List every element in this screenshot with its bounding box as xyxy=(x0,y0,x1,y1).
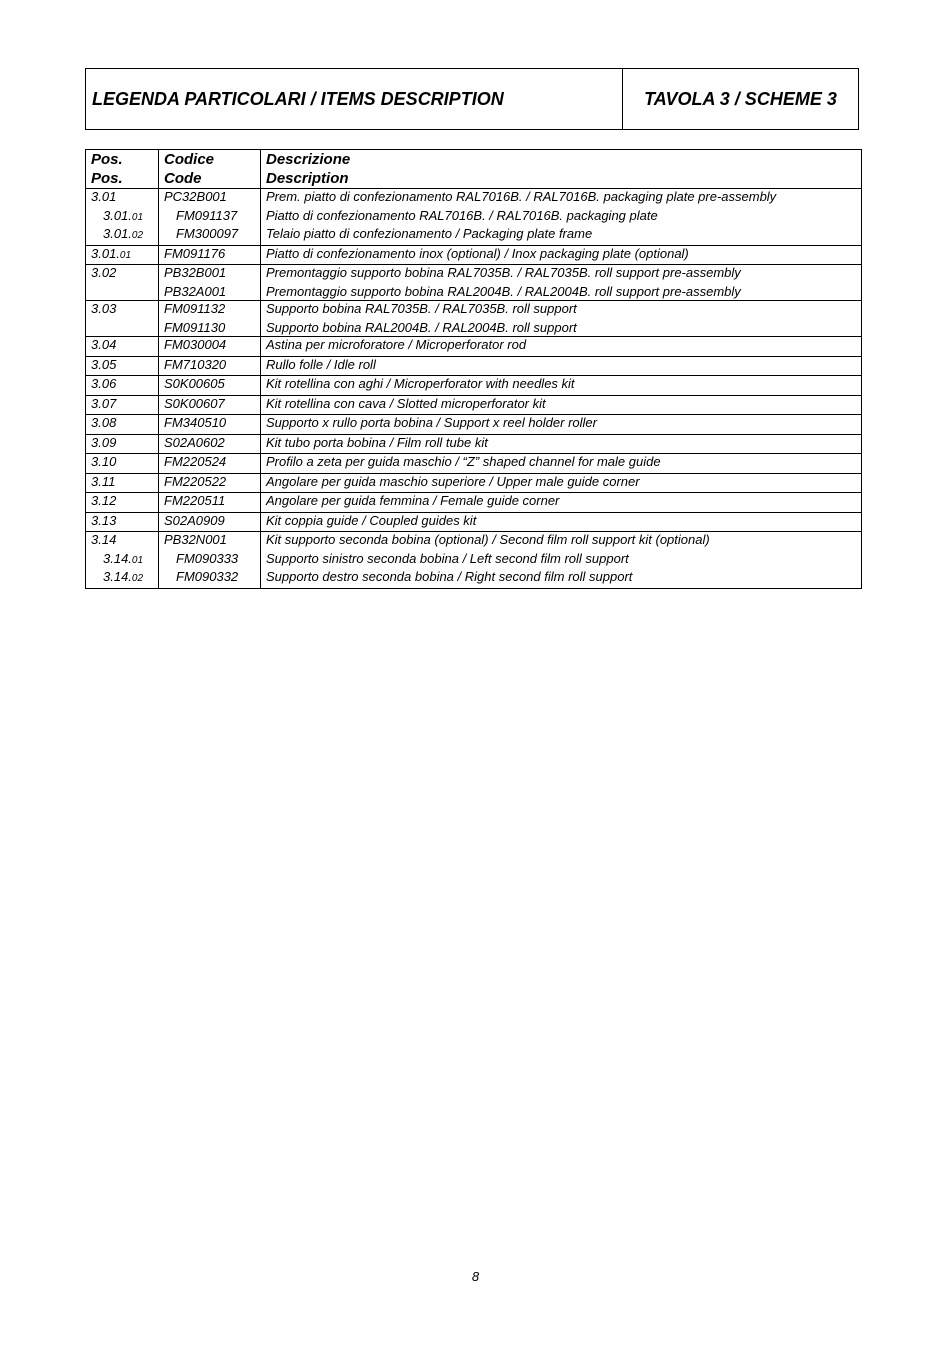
cell-description: Kit rotellina con aghi / Microperforator with needles kit xyxy=(261,376,862,396)
pos-sub-value: 02 xyxy=(131,230,144,241)
pos-value: 3.08 xyxy=(91,415,117,430)
cell-pos xyxy=(86,569,159,588)
code-header-it: Codice xyxy=(164,151,215,168)
items-table xyxy=(85,149,862,589)
document-title: LEGENDA PARTICOLARI / ITEMS DESCRIPTION xyxy=(86,69,623,129)
cell-code: FM090333 xyxy=(159,551,261,570)
cell-pos xyxy=(86,493,159,513)
table-row xyxy=(86,301,862,320)
desc-header-en: Description xyxy=(266,170,349,187)
table-row xyxy=(86,284,862,301)
cell-description: Kit coppia guide / Coupled guides kit xyxy=(261,512,862,532)
cell-code: FM710320 xyxy=(159,356,261,376)
table-row xyxy=(86,395,862,415)
cell-code: S0K00607 xyxy=(159,395,261,415)
cell-code: S02A0909 xyxy=(159,512,261,532)
pos-value: 3.14. xyxy=(103,569,132,584)
pos-value: 3.02 xyxy=(91,265,117,280)
cell-description: Supporto destro seconda bobina / Right second film roll support xyxy=(261,569,862,588)
cell-description: Piatto di confezionamento RAL7016B. / RAL7016B. packaging plate xyxy=(261,208,862,227)
desc-header-it: Descrizione xyxy=(266,151,351,168)
pos-value: 3.07 xyxy=(91,395,117,411)
pos-sub-value: 01 xyxy=(131,211,144,223)
cell-pos xyxy=(86,245,159,265)
pos-value: 3.04 xyxy=(91,337,117,352)
pos-value: 3.01. xyxy=(91,245,120,261)
table-row xyxy=(86,376,862,396)
pos-value: 3.06 xyxy=(91,376,117,391)
column-header-pos xyxy=(86,150,159,189)
column-header-code xyxy=(159,150,261,189)
items-body xyxy=(86,189,862,589)
table-row xyxy=(86,265,862,284)
cell-code: FM220524 xyxy=(159,454,261,474)
cell-description: Supporto bobina RAL2004B. / RAL2004B. roll support xyxy=(261,320,862,337)
table-row xyxy=(86,569,862,588)
table-row xyxy=(86,493,862,513)
cell-code: FM220522 xyxy=(159,473,261,493)
pos-value: 3.03 xyxy=(91,301,117,316)
cell-description: Kit supporto seconda bobina (optional) / Second film roll support kit (optional) xyxy=(261,532,862,551)
table-row xyxy=(86,208,862,227)
cell-code: PB32A001 xyxy=(159,284,261,301)
cell-pos xyxy=(86,532,159,551)
pos-value: 3.01. xyxy=(103,226,132,241)
cell-description: Profilo a zeta per guida maschio / “Z” shaped channel for male guide xyxy=(261,454,862,474)
table-row xyxy=(86,473,862,493)
table-row xyxy=(86,532,862,551)
cell-description: Supporto x rullo porta bobina / Support x reel holder roller xyxy=(261,415,862,435)
table-row xyxy=(86,337,862,357)
cell-pos xyxy=(86,301,159,320)
pos-value: 3.14. xyxy=(103,550,132,566)
cell-pos xyxy=(86,454,159,474)
pos-value: 3.05 xyxy=(91,356,117,372)
cell-pos xyxy=(86,551,159,570)
table-header-row xyxy=(86,150,862,189)
code-header-en: Code xyxy=(164,170,202,187)
cell-description: Rullo folle / Idle roll xyxy=(261,356,862,376)
table-row xyxy=(86,189,862,208)
scheme-label: TAVOLA 3 / SCHEME 3 xyxy=(644,88,837,109)
pos-value: 3.11 xyxy=(91,473,116,489)
cell-pos xyxy=(86,415,159,435)
cell-pos xyxy=(86,434,159,454)
cell-pos xyxy=(86,320,159,337)
table-row xyxy=(86,434,862,454)
cell-description: Telaio piatto di confezionamento / Packaging plate frame xyxy=(261,226,862,245)
cell-description: Premontaggio supporto bobina RAL2004B. / RAL2004B. roll support pre-assembly xyxy=(261,284,862,301)
cell-pos xyxy=(86,265,159,284)
cell-description: Piatto di confezionamento inox (optional) / Inox packaging plate (optional) xyxy=(261,245,862,265)
pos-header-en: Pos. xyxy=(91,170,123,187)
cell-description: Prem. piatto di confezionamento RAL7016B. / RAL7016B. packaging plate pre-assembly xyxy=(261,189,862,208)
cell-description: Premontaggio supporto bobina RAL7035B. / RAL7035B. roll support pre-assembly xyxy=(261,265,862,284)
pos-header-it: Pos. xyxy=(91,151,123,168)
cell-code: FM340510 xyxy=(159,415,261,435)
cell-code: PB32N001 xyxy=(159,532,261,551)
cell-code: PC32B001 xyxy=(159,189,261,208)
column-header-description xyxy=(261,150,862,189)
pos-value: 3.01 xyxy=(91,189,117,204)
cell-description: Astina per microforatore / Microperforator rod xyxy=(261,337,862,357)
table-row xyxy=(86,226,862,245)
pos-value: 3.12 xyxy=(91,493,117,508)
table-row xyxy=(86,245,862,265)
pos-sub-value: 01 xyxy=(131,554,144,566)
table-row xyxy=(86,551,862,570)
cell-pos xyxy=(86,337,159,357)
cell-pos xyxy=(86,395,159,415)
pos-value: 3.10 xyxy=(91,454,117,469)
pos-sub-value: 01 xyxy=(119,249,132,261)
cell-pos xyxy=(86,473,159,493)
table-row xyxy=(86,512,862,532)
cell-pos xyxy=(86,376,159,396)
title-box xyxy=(85,68,859,130)
table-row xyxy=(86,454,862,474)
cell-pos xyxy=(86,284,159,301)
cell-pos xyxy=(86,189,159,208)
cell-code: FM091137 xyxy=(159,208,261,227)
table-row xyxy=(86,356,862,376)
cell-description: Kit rotellina con cava / Slotted microperforator kit xyxy=(261,395,862,415)
table-row xyxy=(86,415,862,435)
pos-value: 3.09 xyxy=(91,434,117,450)
pos-value: 3.01. xyxy=(103,207,132,223)
cell-pos xyxy=(86,208,159,227)
cell-code: FM300097 xyxy=(159,226,261,245)
cell-description: Kit tubo porta bobina / Film roll tube kit xyxy=(261,434,862,454)
pos-value: 3.14 xyxy=(91,532,117,547)
cell-code: FM091176 xyxy=(159,245,261,265)
cell-code: FM091132 xyxy=(159,301,261,320)
pos-value: 3.13 xyxy=(91,512,117,528)
cell-code: FM030004 xyxy=(159,337,261,357)
page-number: 8 xyxy=(471,1269,480,1284)
cell-code: PB32B001 xyxy=(159,265,261,284)
cell-description: Angolare per guida maschio superiore / Upper male guide corner xyxy=(261,473,862,493)
cell-pos xyxy=(86,226,159,245)
cell-description: Angolare per guida femmina / Female guide corner xyxy=(261,493,862,513)
cell-code: FM220511 xyxy=(159,493,261,513)
table-row xyxy=(86,320,862,337)
cell-pos xyxy=(86,356,159,376)
cell-code: FM091130 xyxy=(159,320,261,337)
pos-sub-value: 02 xyxy=(131,573,144,584)
cell-code: FM090332 xyxy=(159,569,261,588)
cell-description: Supporto sinistro seconda bobina / Left second film roll support xyxy=(261,551,862,570)
cell-description: Supporto bobina RAL7035B. / RAL7035B. roll support xyxy=(261,301,862,320)
cell-code: S02A0602 xyxy=(159,434,261,454)
cell-code: S0K00605 xyxy=(159,376,261,396)
cell-pos xyxy=(86,512,159,532)
